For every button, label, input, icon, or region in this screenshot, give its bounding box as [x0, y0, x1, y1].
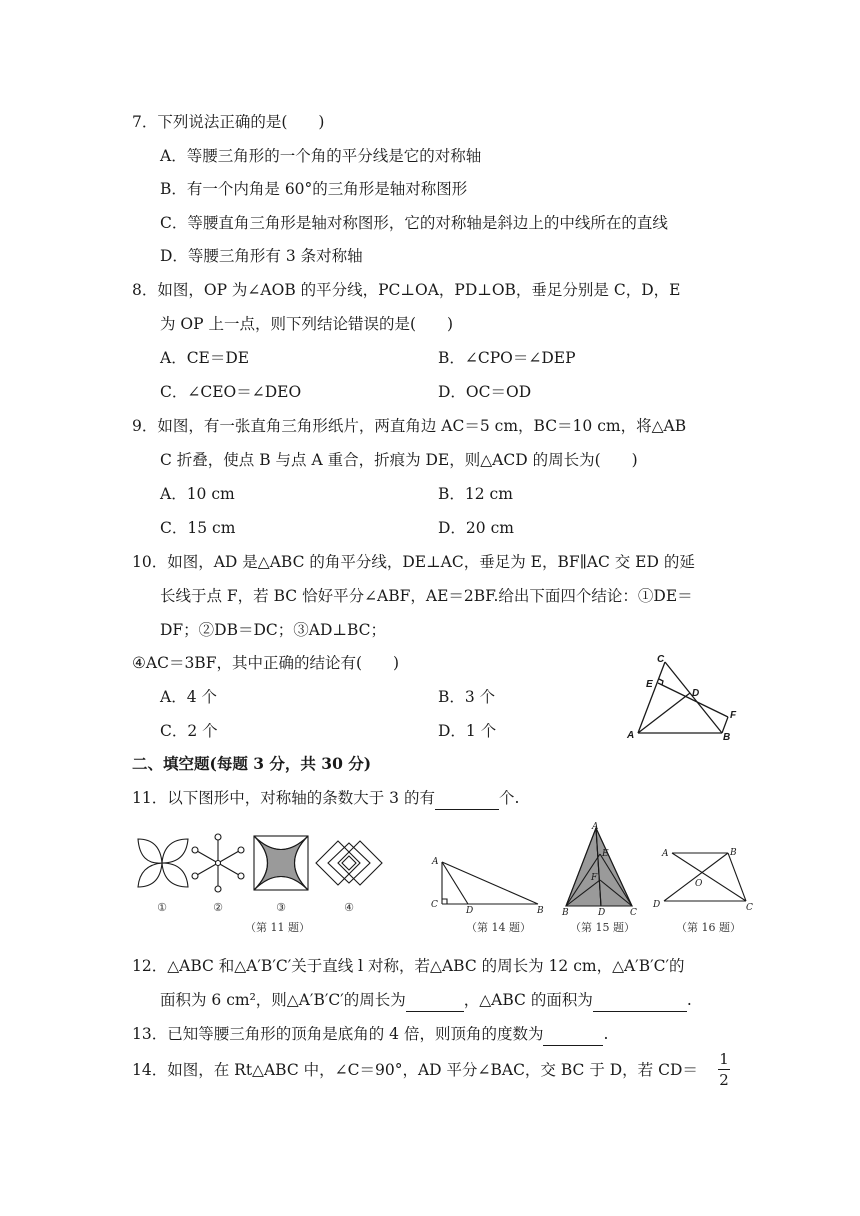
caption-q14: （第 14 题） — [466, 921, 531, 934]
q14-label-b: B — [537, 906, 544, 914]
q16-label-o: O — [695, 879, 703, 889]
q7-option-c[interactable]: C．等腰直角三角形是轴对称图形，它的对称轴是斜边上的中线所在的直线 — [160, 214, 668, 232]
q10-label-d: D — [692, 688, 700, 699]
q7-stem: 7．下列说法正确的是( ) — [132, 113, 325, 131]
q10-label-f: F — [730, 710, 737, 721]
q14-label-d: D — [466, 906, 474, 914]
q16-segment-bd — [664, 853, 728, 901]
q14-stem: 14．如图，在 Rt△ABC 中，∠C＝90°，AD 平分∠BAC，交 BC 于 D，若 CD＝ — [132, 1061, 698, 1079]
q14-fraction-denominator: 2 — [719, 1071, 729, 1089]
q8-option-b[interactable]: B．∠CPO＝∠DEP — [438, 349, 576, 367]
q8-option-d[interactable]: D．OC＝OD — [438, 383, 532, 401]
q9-stem-line1: 9．如图，有一张直角三角形纸片，两直角边 AC＝5 cm，BC＝10 cm，将△AB — [132, 417, 687, 435]
q12-text-a: 面积为 6 cm²，则△A′B′C′的周长为 — [160, 991, 406, 1009]
shape-1-petals — [138, 839, 188, 887]
q10-triangle-figure — [620, 650, 750, 745]
q16-label-a: A — [662, 849, 669, 859]
q15-label-c: C — [630, 908, 637, 916]
q14-fraction-bar — [718, 1069, 730, 1070]
q11-stem — [132, 787, 519, 810]
q13-text-after: . — [603, 1025, 609, 1043]
q12-text-c: . — [686, 991, 692, 1009]
q12-text-b: ，△ABC 的面积为 — [463, 991, 593, 1009]
q14-fraction — [718, 1050, 730, 1089]
q16-label-b: B — [730, 848, 737, 858]
q9-option-d[interactable]: D．20 cm — [438, 519, 514, 537]
q16-figure — [650, 843, 756, 915]
q13-answer-blank[interactable] — [543, 1023, 603, 1046]
q15-triangle-figure — [556, 820, 646, 916]
q10-option-d[interactable]: D．1 个 — [438, 722, 497, 740]
q10-stem-line2: 长线于点 F，若 BC 恰好平分∠ABF，AE＝2BF.给出下面四个结论：①DE＝ — [160, 587, 693, 605]
q10-stem-line3: DF；②DB＝DC；③AD⊥BC； — [160, 621, 387, 639]
q9-option-a[interactable]: A．10 cm — [160, 485, 235, 503]
q10-option-c[interactable]: C．2 个 — [160, 722, 218, 740]
q16-segment-ac — [672, 853, 746, 901]
shape-num-2: ② — [213, 901, 223, 914]
q15-label-e: E — [602, 849, 609, 859]
shape-2-asterisk — [192, 834, 244, 892]
q10-label-e: E — [646, 679, 653, 690]
q16-label-d: D — [653, 900, 661, 910]
q10-label-c: C — [657, 654, 665, 665]
q14-triangle-figure — [428, 852, 553, 914]
q10-option-a[interactable]: A．4 个 — [160, 688, 217, 706]
q14-segment-ad — [442, 862, 468, 904]
q9-option-b[interactable]: B．12 cm — [438, 485, 513, 503]
q10-stem-line1: 10．如图，AD 是△ABC 的角平分线，DE⊥AC，垂足为 E，BF∥AC 交 ED 的延 — [132, 553, 695, 571]
shape-num-4: ④ — [344, 901, 354, 914]
caption-q16: （第 16 题） — [676, 921, 741, 934]
q10-stem-line4: ④AC＝3BF，其中正确的结论有( ) — [132, 654, 400, 672]
shape-num-3: ③ — [276, 901, 286, 914]
q15-label-f: F — [591, 873, 598, 883]
q12-perimeter-blank[interactable] — [406, 989, 464, 1012]
q16-label-c: C — [746, 903, 753, 913]
q13-text-before: 13．已知等腰三角形的顶角是底角的 4 倍，则顶角的度数为 — [132, 1025, 544, 1043]
q14-side-ab — [442, 862, 538, 904]
q7-option-b[interactable]: B．有一个内角是 60°的三角形是轴对称图形 — [160, 180, 468, 198]
q15-label-a: A — [592, 822, 599, 832]
q10-label-b: B — [723, 732, 731, 743]
q15-shaded-left — [566, 828, 601, 906]
q11-figures — [130, 825, 390, 925]
q10-segment-bf — [722, 717, 728, 733]
q16-segment-bc — [728, 853, 746, 901]
shape-3-square-star — [254, 836, 308, 890]
q11-text-before: 11．以下图形中，对称轴的条数大于 3 的有 — [132, 789, 435, 807]
q15-label-d: D — [598, 908, 606, 916]
section-heading-text: 二、填空题(每题 3 分，共 30 分) — [132, 754, 372, 773]
q15-label-b: B — [562, 908, 569, 916]
q7-option-d[interactable]: D．等腰三角形有 3 条对称轴 — [160, 247, 363, 265]
shape-4-diamonds — [316, 841, 382, 885]
section-heading — [132, 753, 371, 775]
q12-line1: 12．△ABC 和△A′B′C′关于直线 l 对称，若△ABC 的周长为 12 cm，△A′B′C′的 — [132, 957, 685, 975]
q8-stem-line1: 8．如图，OP 为∠AOB 的平分线，PC⊥OA，PD⊥OB，垂足分别是 C，D，E — [132, 281, 681, 299]
q8-option-a[interactable]: A．CE＝DE — [160, 349, 250, 367]
q14-right-angle — [442, 899, 447, 904]
q8-option-c[interactable]: C．∠CEO＝∠DEO — [160, 383, 302, 401]
caption-q15: （第 15 题） — [570, 921, 635, 934]
q14-label-c: C — [431, 900, 438, 910]
q13-stem — [132, 1023, 608, 1046]
q12-line2 — [160, 989, 692, 1012]
caption-q11: （第 11 题） — [245, 921, 310, 934]
q14-label-a: A — [432, 857, 439, 867]
shape-num-1: ① — [157, 901, 167, 914]
q9-option-c[interactable]: C．15 cm — [160, 519, 236, 537]
q11-text-after: 个. — [498, 789, 520, 807]
q11-answer-blank[interactable] — [435, 787, 499, 810]
q12-area-blank[interactable] — [593, 989, 687, 1012]
q10-option-b[interactable]: B．3 个 — [438, 688, 496, 706]
q14-fraction-numerator: 1 — [719, 1050, 729, 1068]
q8-stem-line2: 为 OP 上一点，则下列结论错误的是( ) — [160, 315, 454, 333]
q9-stem-line2: C 折叠，使点 B 与点 A 重合，折痕为 DE，则△ACD 的周长为( ) — [160, 451, 638, 469]
q7-option-a[interactable]: A．等腰三角形的一个角的平分线是它的对称轴 — [160, 147, 482, 165]
q10-label-a: A — [627, 730, 635, 741]
